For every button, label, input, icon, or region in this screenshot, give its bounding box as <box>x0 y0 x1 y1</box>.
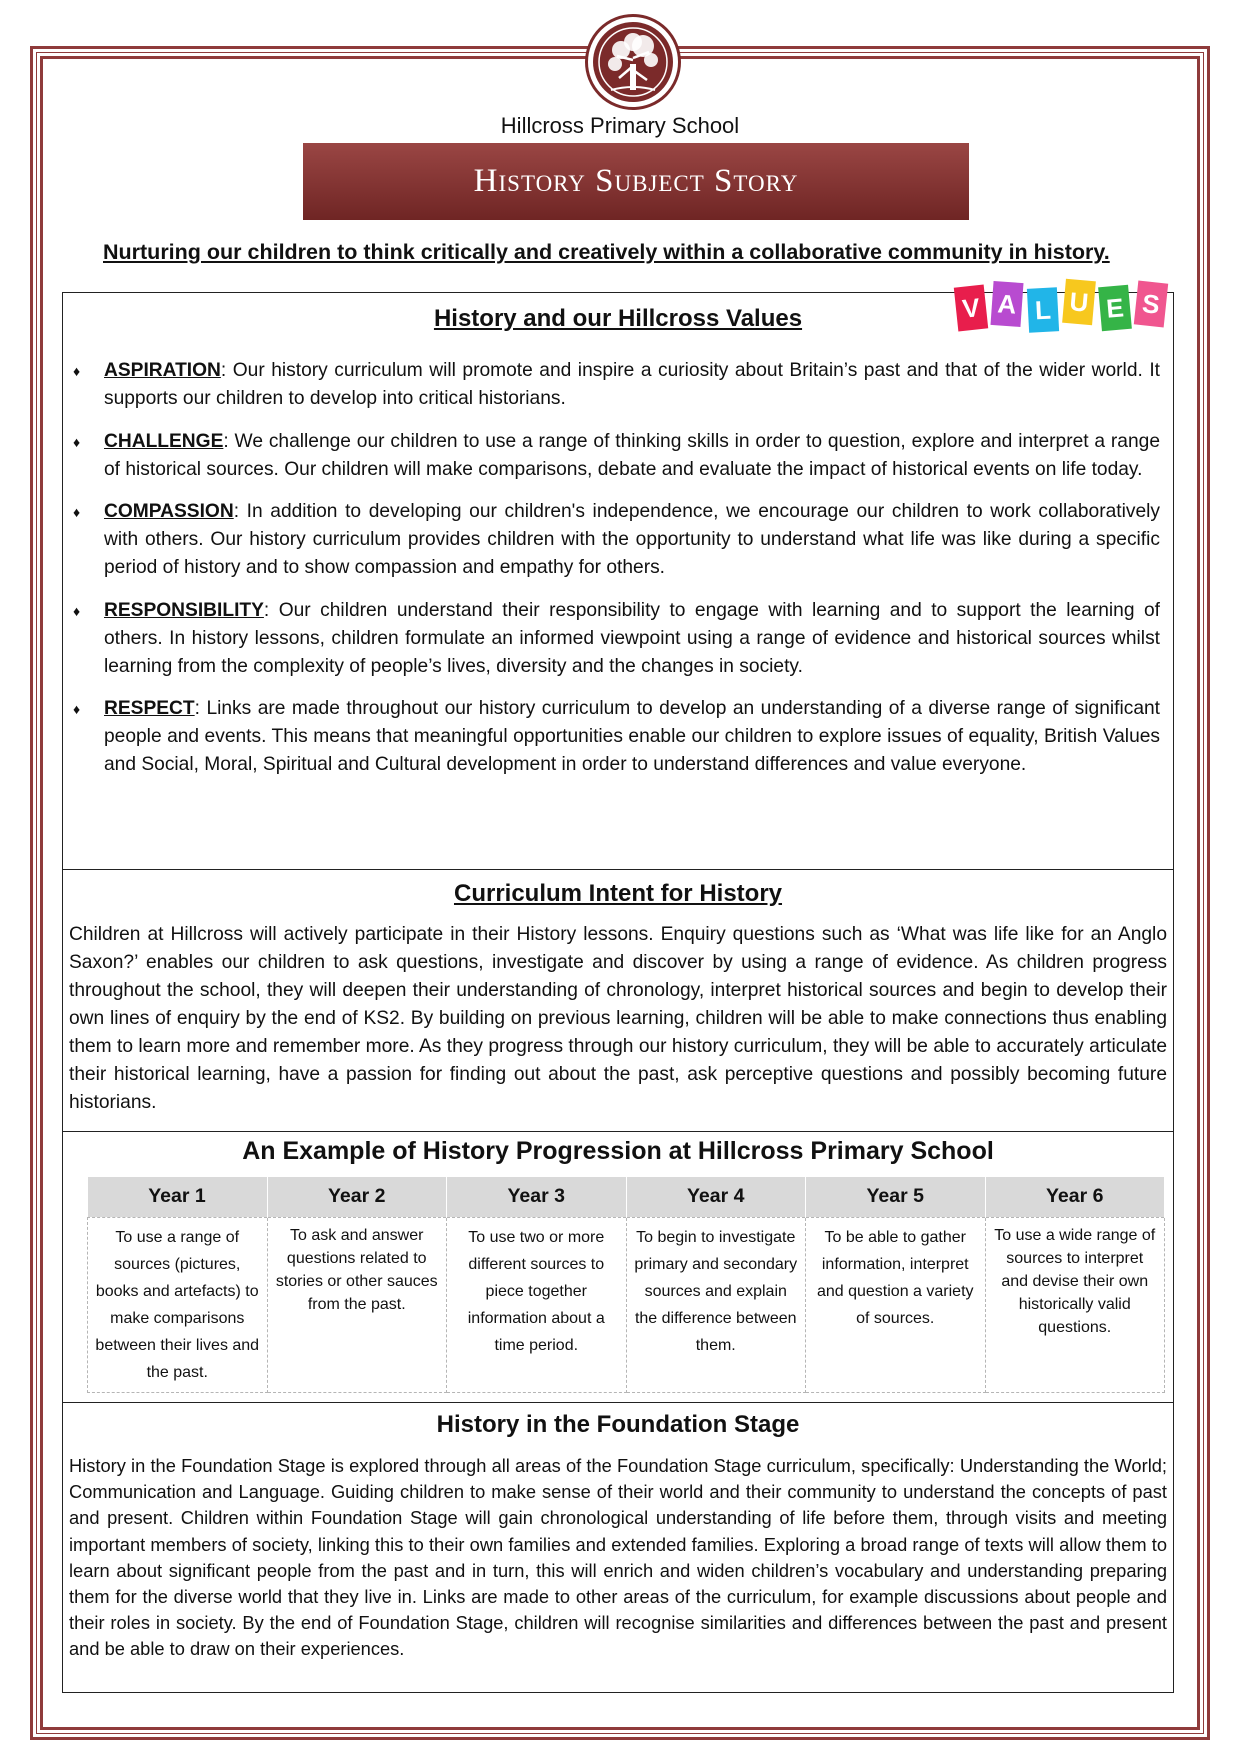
table-header-cell: Year 3 <box>447 1177 627 1217</box>
school-crest-tree-icon <box>585 14 681 110</box>
table-cell: To ask and answer questions related to stories or other sauces from the past. <box>267 1217 447 1392</box>
table-cell: To use a wide range of sources to interpret and devise their own historically valid questions. <box>985 1217 1165 1392</box>
values-section <box>62 292 1174 871</box>
table-header-cell: Year 6 <box>985 1177 1165 1217</box>
values-letter-s: S <box>1134 281 1168 328</box>
progression-table <box>87 1177 1165 1393</box>
value-item-aspiration: ♦ ASPIRATION: Our history curriculum will promote and inspire a curiosity about Britain’s past and that of the wider world. It supports our children to develop into critical historians. <box>73 357 1160 413</box>
values-letter-a: A <box>991 281 1024 327</box>
progression-section <box>62 1131 1174 1404</box>
intent-section-title: Curriculum Intent for History <box>453 880 783 907</box>
values-letter-v: V <box>954 285 988 332</box>
table-header-cell: Year 1 <box>88 1177 268 1217</box>
table-header-row <box>88 1177 1165 1217</box>
diamond-bullet-icon: ♦ <box>73 701 81 717</box>
value-item-compassion: ♦ COMPASSION: In addition to developing our children's independence, we encourage our children to work collaboratively with others. Our history curriculum provides children with the opportunity to understand what life was like during a specific period of history and to show compassion and empathy for others. <box>73 498 1160 582</box>
values-section-title: History and our Hillcross Values <box>433 305 803 332</box>
table-cell: To begin to investigate primary and secondary sources and explain the difference between them. <box>626 1217 806 1392</box>
intent-section <box>62 869 1174 1133</box>
school-name: Hillcross Primary School <box>500 113 740 138</box>
table-cell: To be able to gather information, interpret and question a variety of sources. <box>806 1217 986 1392</box>
school-motto: Nurturing our children to think critically and creatively within a collaborative community in history. <box>103 240 1110 264</box>
table-row <box>88 1217 1165 1392</box>
values-letter-u: U <box>1062 279 1096 325</box>
diamond-bullet-icon: ♦ <box>73 602 81 619</box>
values-badge <box>952 270 1170 336</box>
page-title: History Subject Story <box>473 163 799 199</box>
diamond-bullet-icon: ♦ <box>73 363 81 379</box>
foundation-section <box>62 1402 1174 1693</box>
table-cell: To use a range of sources (pictures, books and artefacts) to make comparisons between their lives and the past. <box>88 1217 268 1392</box>
table-cell: To use two or more different sources to piece together information about a time period. <box>447 1217 627 1392</box>
diamond-bullet-icon: ♦ <box>73 433 81 450</box>
value-item-respect: ♦ RESPECT: Links are made throughout our history curriculum to develop an understanding of a diverse range of significant people and events. This means that meaningful opportunities enable our children to explore issues of equality, British Values and Social, Moral, Spiritual and Cultural development in order to understand differences and value everyone. <box>73 695 1160 779</box>
table-header-cell: Year 2 <box>267 1177 447 1217</box>
diamond-bullet-icon: ♦ <box>73 504 81 520</box>
title-banner <box>303 143 969 220</box>
table-header-cell: Year 5 <box>806 1177 986 1217</box>
progression-section-title: An Example of History Progression at Hillcross Primary School <box>242 1137 994 1165</box>
foundation-section-title: History in the Foundation Stage <box>436 1411 800 1438</box>
value-item-challenge: ♦ CHALLENGE: We challenge our children to use a range of thinking skills in order to question, explore and interpret a range of historical sources. Our children will make comparisons, debate and evaluate the impact of historical events on life today. <box>73 428 1160 484</box>
values-letter-l: L <box>1027 287 1059 333</box>
values-list <box>73 357 1160 794</box>
foundation-body: History in the Foundation Stage is explored through all areas of the Foundation Stage curriculum, specifically: Understanding the World; Communication and Language. Guiding children to make sense of their world and their community to understand the concepts of past and present. Children within Foundation Stage will gain chronological understanding of life before them, through visits and meeting important members of society, linking this to their own families and extended families. Exploring a broad range of texts will allow them to learn about significant people from the past and in turn, this will enrich and widen children’s vocabulary and understanding preparing them for the diverse world that they live in. Links are made to other areas of the curriculum, for example discussions about people and their roles in society. By the end of Foundation Stage, children will recognise similarities and differences between the past and present and be able to draw on their experiences. <box>69 1455 1167 1660</box>
intent-body: Children at Hillcross will actively participate in their History lessons. Enquiry questions such as ‘What was life like for an Anglo Saxon?’ enables our children to ask questions, investigate and discover by using a range of evidence. As children progress throughout the school, they will deepen their understanding of chronology, interpret historical sources and begin to develop their own lines of enquiry by the end of KS2. By building on previous learning, children will be able to make connections thus enabling them to learn more and remember more. As they progress through our history curriculum, they will be able to accurately articulate their historical learning, have a passion for finding out about the past, ask perceptive questions and possibly becoming future historians. <box>69 924 1167 1113</box>
table-header-cell: Year 4 <box>626 1177 806 1217</box>
value-item-responsibility: ♦ RESPONSIBILITY: Our children understand their responsibility to engage with learning and to support the learning of others. In history lessons, children formulate an informed viewpoint using a range of evidence and historical sources whilst learning from the complexity of people’s lives, diversity and the changes in society. <box>73 597 1160 681</box>
values-letter-e: E <box>1098 285 1132 331</box>
